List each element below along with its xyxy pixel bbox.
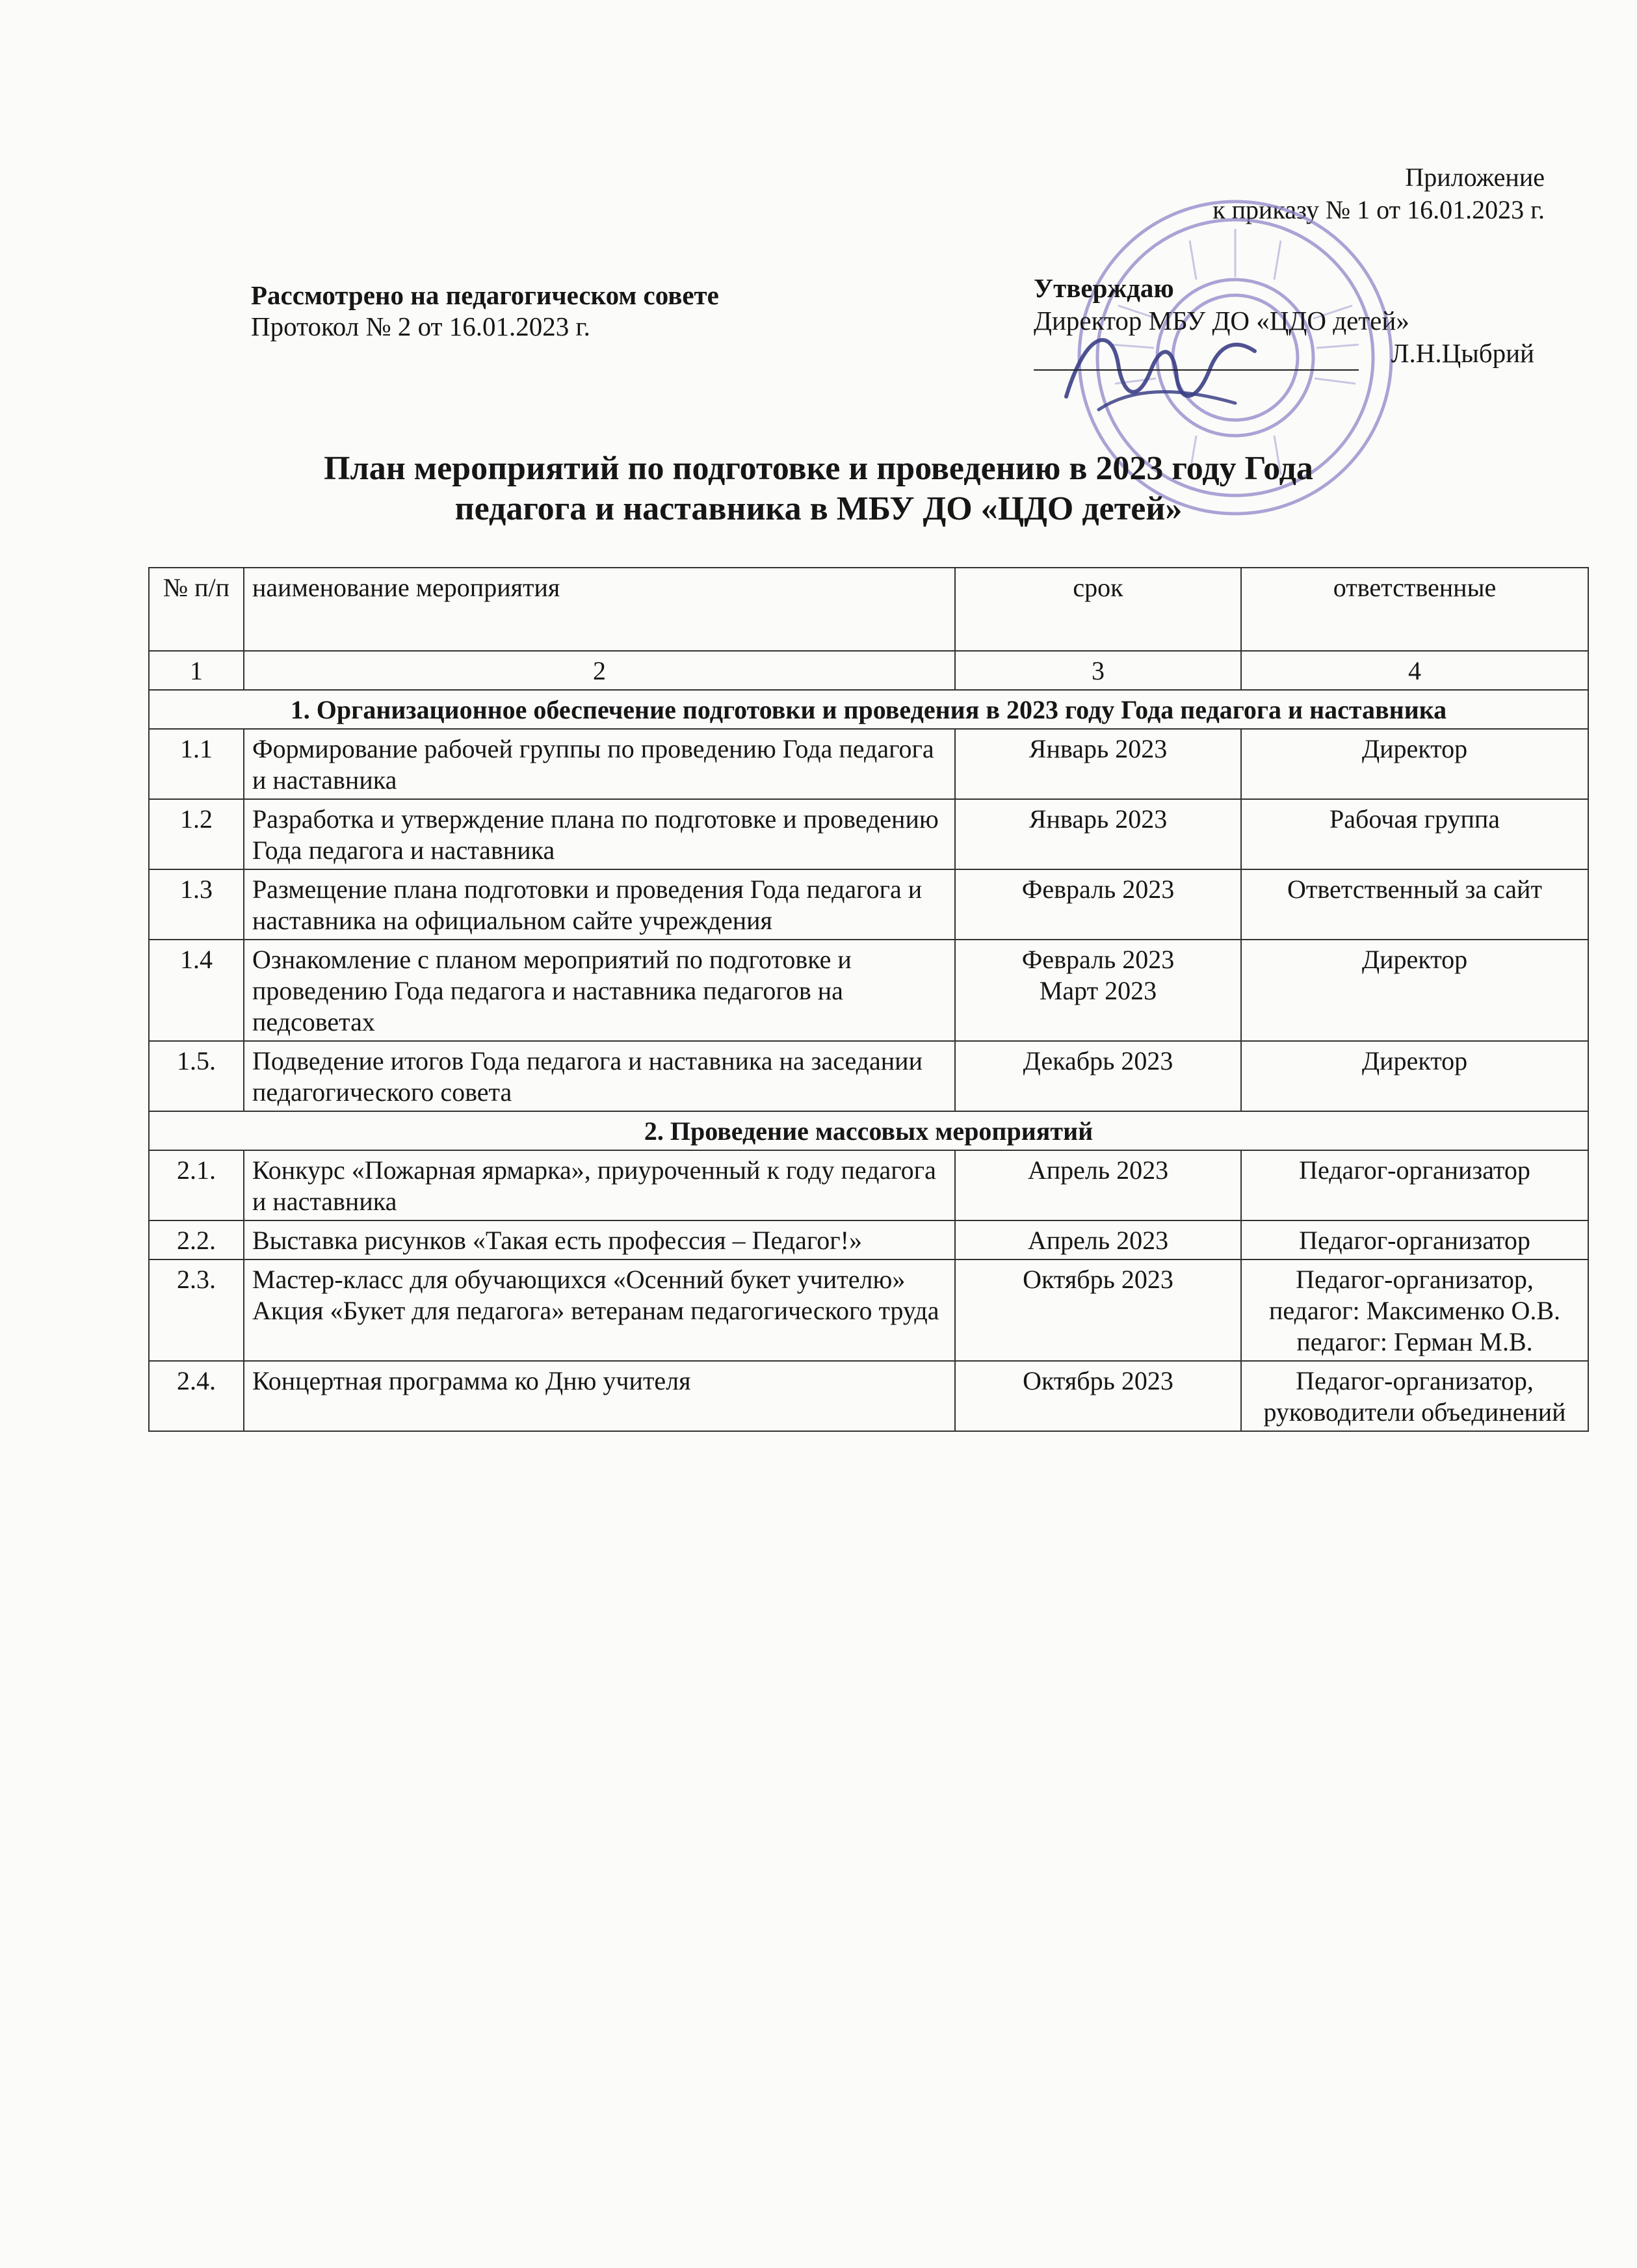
event-responsible: Педагог-организатор — [1241, 1220, 1588, 1259]
section-title: 1. Организационное обеспечение подготовки и проведения в 2023 году Года педагога и наставника — [149, 690, 1588, 729]
header-responsible: ответственные — [1241, 568, 1588, 651]
considered-title: Рассмотрено на педагогическом совете — [251, 280, 719, 310]
event-term: Январь 2023 — [955, 799, 1241, 869]
event-responsible: Педагог-организатор, педагог: Максименко О.В. педагог: Герман М.В. — [1241, 1259, 1588, 1361]
event-term: Октябрь 2023 — [955, 1361, 1241, 1431]
table-row — [149, 729, 1588, 799]
protocol-line: Протокол № 2 от 16.01.2023 г. — [251, 311, 590, 341]
column-index: 3 — [955, 651, 1241, 690]
event-term: Декабрь 2023 — [955, 1041, 1241, 1111]
header-num: № п/п — [149, 568, 244, 651]
row-number: 1.4 — [149, 940, 244, 1041]
header-name: наименование мероприятия — [244, 568, 955, 651]
header-term: срок — [955, 568, 1241, 651]
column-index: 4 — [1241, 651, 1588, 690]
event-responsible: Директор — [1241, 729, 1588, 799]
appendix-label: Приложение — [1405, 163, 1545, 192]
table-row — [149, 1220, 1588, 1259]
event-responsible: Директор — [1241, 940, 1588, 1041]
event-name: Формирование рабочей группы по проведению Года педагога и наставника — [244, 729, 955, 799]
table-row — [149, 869, 1588, 940]
section-title: 2. Проведение массовых мероприятий — [149, 1111, 1588, 1150]
event-name: Концертная программа ко Дню учителя — [244, 1361, 955, 1431]
event-term: Апрель 2023 — [955, 1220, 1241, 1259]
signature-line — [1034, 369, 1359, 371]
row-number: 2.3. — [149, 1259, 244, 1361]
table-row — [149, 1259, 1588, 1361]
row-number: 1.2 — [149, 799, 244, 869]
event-name: Разработка и утверждение плана по подготовке и проведению Года педагога и наставника — [244, 799, 955, 869]
title-line-1: План мероприятий по подготовке и проведению в 2023 году Года — [324, 450, 1313, 487]
table-row — [149, 1361, 1588, 1431]
event-name: Мастер-класс для обучающихся «Осенний букет учителю» Акция «Букет для педагога» ветеранам педагогического труда — [244, 1259, 955, 1361]
row-number: 2.1. — [149, 1150, 244, 1220]
approval-position: Директор МБУ ДО «ЦДО детей» — [1034, 306, 1409, 336]
section-header-row — [149, 690, 1588, 729]
events-plan-table — [148, 567, 1589, 1432]
approval-title: Утверждаю — [1034, 273, 1174, 303]
event-term: Февраль 2023 Март 2023 — [955, 940, 1241, 1041]
document-title — [195, 449, 1442, 529]
event-responsible: Педагог-организатор — [1241, 1150, 1588, 1220]
table-row — [149, 940, 1588, 1041]
event-responsible: Ответственный за сайт — [1241, 869, 1588, 940]
approval-signer: Л.Н.Цыбрий — [1391, 338, 1534, 368]
event-responsible: Педагог-организатор, руководители объединений — [1241, 1361, 1588, 1431]
event-name: Конкурс «Пожарная ярмарка», приуроченный к году педагога и наставника — [244, 1150, 955, 1220]
event-name: Подведение итогов Года педагога и наставника на заседании педагогического совета — [244, 1041, 955, 1111]
event-term: Октябрь 2023 — [955, 1259, 1241, 1361]
appendix-order-ref: к приказу № 1 от 16.01.2023 г. — [1212, 195, 1545, 224]
row-number: 2.4. — [149, 1361, 244, 1431]
table-row — [149, 799, 1588, 869]
event-name: Размещение плана подготовки и проведения Года педагога и наставника на официальном сайте учреждения — [244, 869, 955, 940]
event-term: Февраль 2023 — [955, 869, 1241, 940]
row-number: 1.1 — [149, 729, 244, 799]
approval-block — [1034, 272, 1541, 368]
event-name: Выставка рисунков «Такая есть профессия – Педагог!» — [244, 1220, 955, 1259]
table-header-row — [149, 568, 1588, 651]
event-name: Ознакомление с планом мероприятий по подготовке и проведению Года педагога и наставника педагогов на педсоветах — [244, 940, 955, 1041]
event-term: Январь 2023 — [955, 729, 1241, 799]
event-responsible: Рабочая группа — [1241, 799, 1588, 869]
row-number: 1.5. — [149, 1041, 244, 1111]
column-index: 2 — [244, 651, 955, 690]
event-responsible: Директор — [1241, 1041, 1588, 1111]
table-row — [149, 1150, 1588, 1220]
table-row — [149, 1041, 1588, 1111]
title-line-2: педагога и наставника в МБУ ДО «ЦДО детей» — [454, 490, 1183, 527]
column-index-row — [149, 651, 1588, 690]
row-number: 1.3 — [149, 869, 244, 940]
considered-block — [251, 280, 719, 342]
column-index: 1 — [149, 651, 244, 690]
row-number: 2.2. — [149, 1220, 244, 1259]
event-term: Апрель 2023 — [955, 1150, 1241, 1220]
section-header-row — [149, 1111, 1588, 1150]
